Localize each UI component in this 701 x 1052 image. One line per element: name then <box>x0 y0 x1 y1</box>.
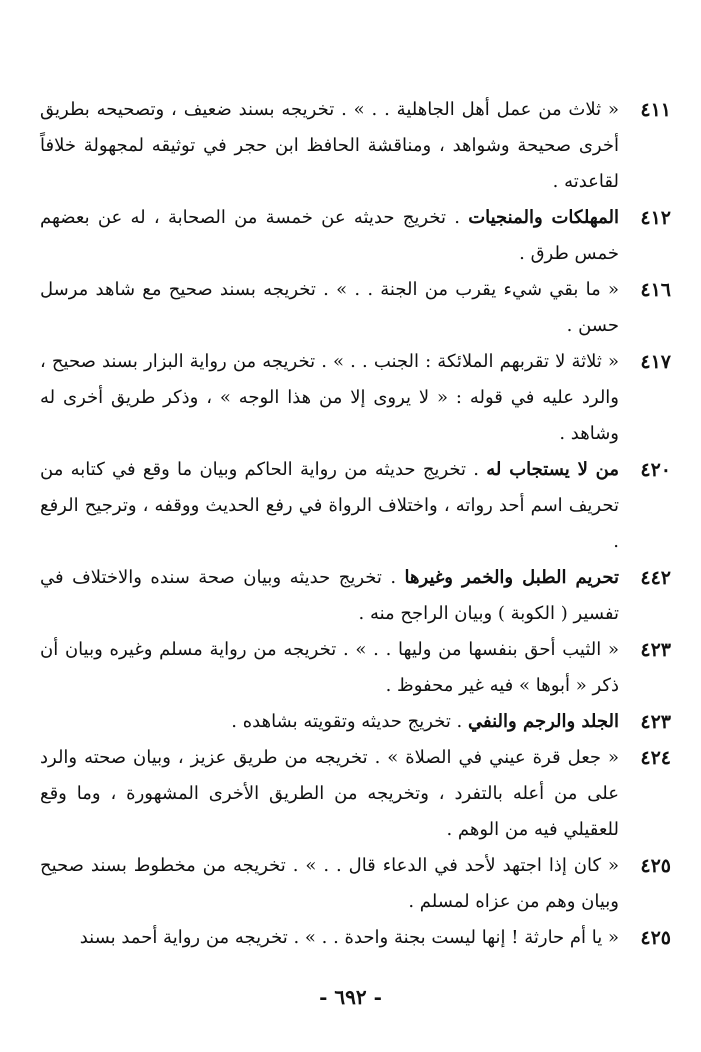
entry-body <box>40 704 619 740</box>
entry-page-number: ٤١٧ <box>640 351 671 373</box>
entry-text: . تخريج حديثه وبيان صحة سنده والاختلاف في تفسير ( الكوبة ) وبيان الراجح منه . <box>40 567 619 624</box>
entry-page-number: ٤١٦ <box>640 279 671 301</box>
entry-body <box>40 848 619 920</box>
index-entry <box>40 200 671 272</box>
entry-page-number: ٤٢٤ <box>640 747 671 769</box>
entry-title: الجلد والرجم والنفي <box>468 711 619 732</box>
index-entry <box>40 452 671 560</box>
entry-body <box>40 740 619 848</box>
index-entry <box>40 92 671 200</box>
entry-text: « ثلاث من عمل أهل الجاهلية . . » . تخريجه بسند ضعيف ، وتصحيحه بطريق أخرى صحيحة وشواهد ، ومناقشة الحافظ ابن حجر في توثيقه لمجهولة خلافاً لقاعدته . <box>40 99 619 192</box>
entry-page-number: ٤١١ <box>640 99 671 121</box>
entry-page-number: ٤٢٣ <box>640 639 671 661</box>
index-entry <box>40 920 671 956</box>
entry-text: . تخريج حديثه من رواية الحاكم وبيان ما وقع في كتابه من تحريف اسم أحد رواته ، واختلاف الرواة في رفع الحديث ووقفه ، وترجيح الرفع . <box>40 459 619 552</box>
index-entry <box>40 272 671 344</box>
entry-body <box>40 200 619 272</box>
entry-body <box>40 632 619 704</box>
entry-text: « يا أم حارثة ! إنها ليست بجنة واحدة . . » . تخريجه من رواية أحمد بسند <box>79 927 619 948</box>
entry-body <box>40 92 619 200</box>
index-entry <box>40 848 671 920</box>
entry-text: « جعل قرة عيني في الصلاة » . تخريجه من طريق عزيز ، وبيان صحته والرد على من أعله بالتفرد ، وتخريجه من الطريق الأخرى المشهورة ، وما وقع للعقيلي فيه من الوهم . <box>40 747 619 840</box>
entry-page-number: ٤٢٣ <box>640 711 671 733</box>
entry-text: . تخريج حديثه وتقويته بشاهده . <box>231 711 469 732</box>
entry-text: . تخريج حديثه عن خمسة من الصحابة ، له عن بعضهم خمس طرق . <box>40 207 619 264</box>
entry-text: « الثيب أحق بنفسها من وليها . . » . تخريجه من رواية مسلم وغيره وبيان أن ذكر « أبوها » فيه غير محفوظ . <box>40 639 619 696</box>
entry-page-number: ٤٢٠ <box>640 459 671 481</box>
entry-text: « ما بقي شيء يقرب من الجنة . . » . تخريجه بسند صحيح مع شاهد مرسل حسن . <box>40 279 619 336</box>
entry-title: من لا يستجاب له <box>486 459 619 480</box>
entry-title: تحريم الطبل والخمر وغيرها <box>404 567 619 588</box>
entry-text: « ثلاثة لا تقربهم الملائكة : الجنب . . » . تخريجه من رواية البزار بسند صحيح ، والرد عليه في قوله : « لا يروى إلا من هذا الوجه » ، وذكر طريق أخرى له وشاهد . <box>40 351 619 444</box>
entry-page-number: ٤١٢ <box>640 207 671 229</box>
index-entry <box>40 560 671 632</box>
index-entry <box>40 704 671 740</box>
entry-title: المهلكات والمنجيات <box>468 207 619 228</box>
entry-page-number: ٤٤٢ <box>640 567 671 589</box>
index-entry <box>40 740 671 848</box>
entry-page-number: ٤٢٥ <box>640 927 671 949</box>
index-entries <box>40 92 671 956</box>
index-entry <box>40 344 671 452</box>
entry-body <box>40 560 619 632</box>
entry-body <box>40 452 619 560</box>
entry-page-number: ٤٢٥ <box>640 855 671 877</box>
entry-body <box>40 344 619 452</box>
entry-body <box>40 920 619 956</box>
entry-text: « كان إذا اجتهد لأحد في الدعاء قال . . » . تخريجه من مخطوط بسند صحيح وبيان وهم من عزاه لمسلم . <box>40 855 619 912</box>
index-entry <box>40 632 671 704</box>
entry-body <box>40 272 619 344</box>
page-number: - ٦٩٢ - <box>319 985 382 1009</box>
